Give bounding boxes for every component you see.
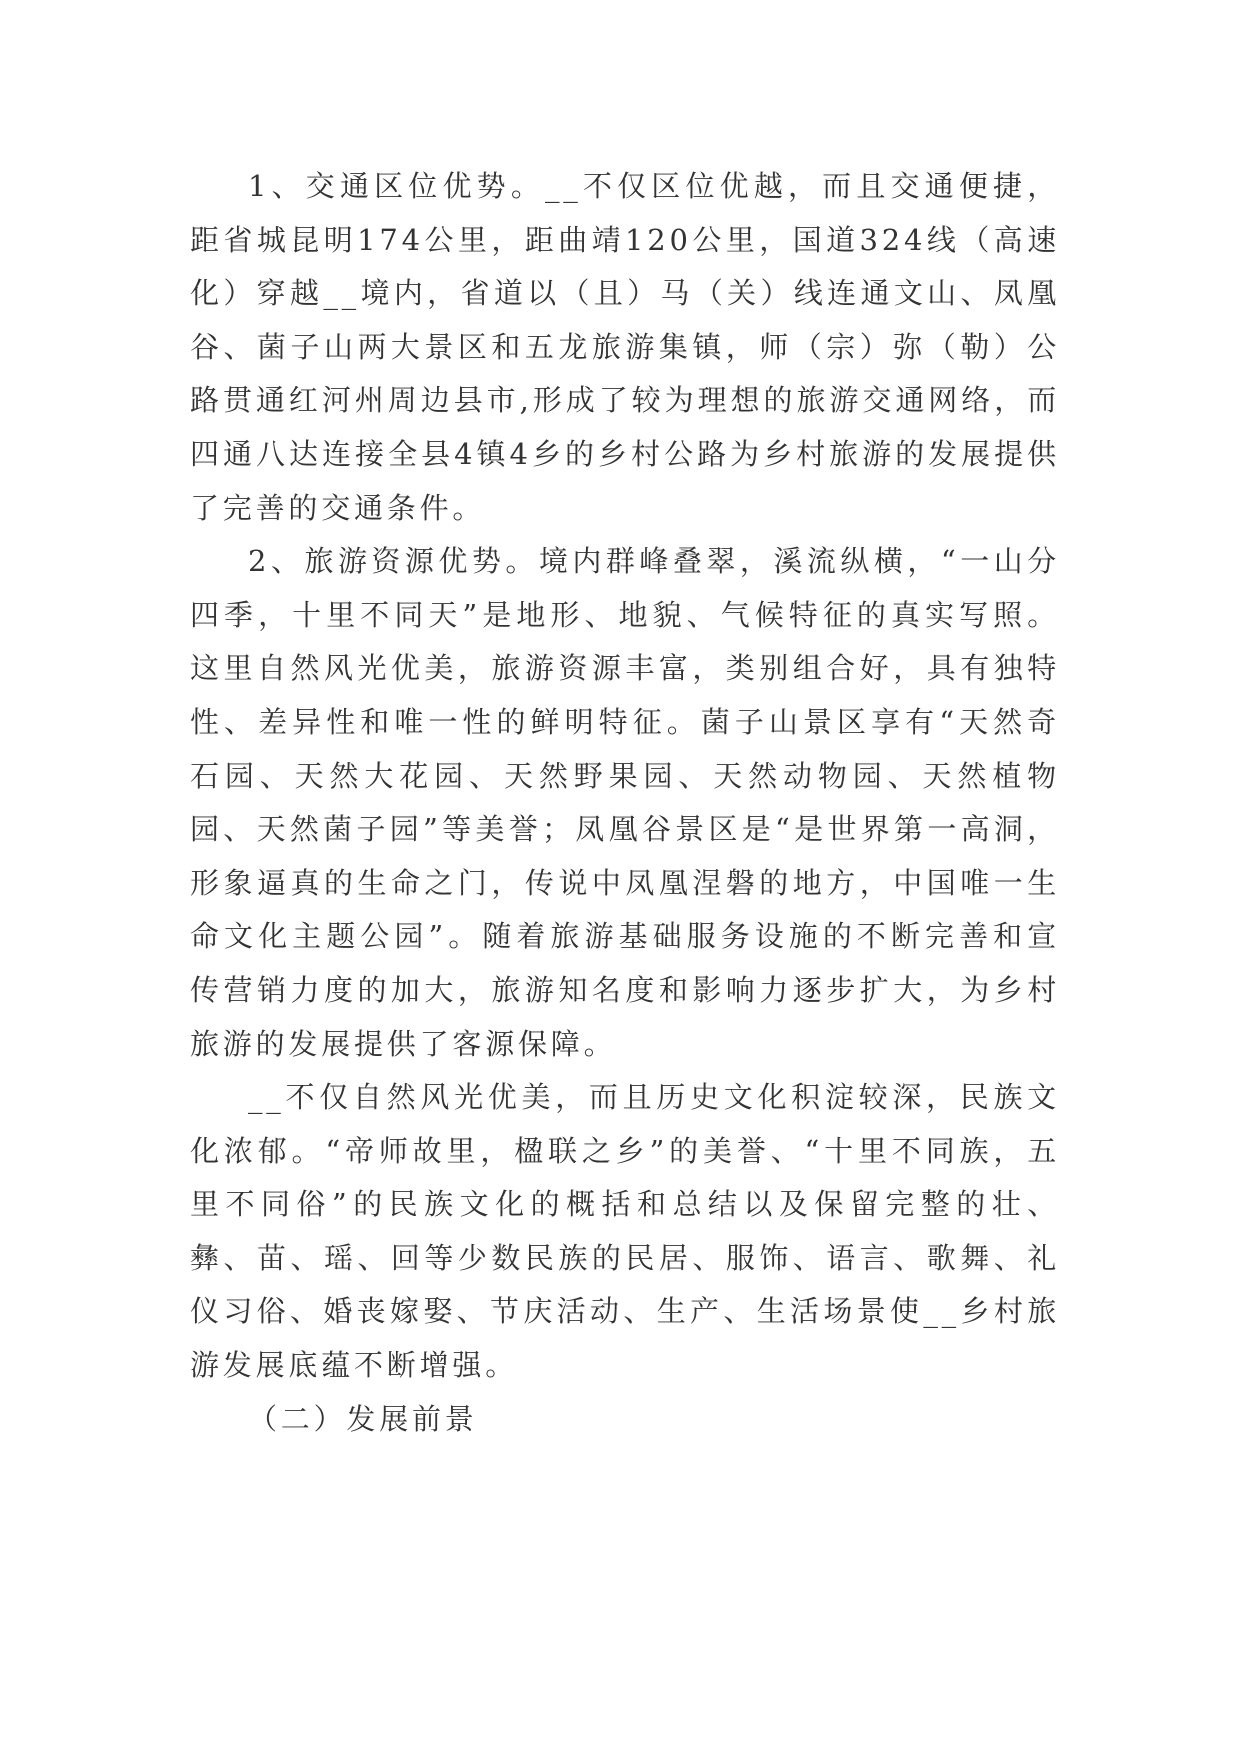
section-heading: （二）发展前景 bbox=[248, 1401, 478, 1436]
paragraph-culture: __不仅自然风光优美，而且历史文化积淀较深，民族文化浓郁。“帝师故里，楹联之乡”的美誉、“十里不同族，五里不同俗”的民族文化的概括和总结以及保留完整的壮、彝、苗、瑶、回等少数民族的民居、服饰、语言、歌舞、礼仪习俗、婚丧嫁娶、节庆活动、生产、生活场景使__乡村旅游发展底蕴不断增强。 bbox=[190, 1080, 1060, 1383]
paragraph-transport-advantage: 1、交通区位优势。__不仅区位优越，而且交通便捷，距省城昆明174公里，距曲靖120公里，国道324线（高速化）穿越__境内，省道以（且）马（关）线连通文山、凤凰谷、菌子山两大景区和五龙旅游集镇，师（宗）弥（勒）公路贯通红河州周边县市,形成了较为理想的旅游交通网络，而四通八达连接全县4镇4乡的乡村公路为乡村旅游的发展提供了完善的交通条件。 bbox=[190, 169, 1060, 525]
document-body bbox=[190, 160, 1060, 1446]
paragraph-tourism-resources: 2、旅游资源优势。境内群峰叠翠，溪流纵横，“一山分四季，十里不同天”是地形、地貌、气候特征的真实写照。这里自然风光优美，旅游资源丰富，类别组合好，具有独特性、差异性和唯一性的鲜明特征。菌子山景区享有“天然奇石园、天然大花园、天然野果园、天然动物园、天然植物园、天然菌子园”等美誉；凤凰谷景区是“是世界第一高洞，形象逼真的生命之门，传说中凤凰涅磐的地方，中国唯一生命文化主题公园”。随着旅游基础服务设施的不断完善和宣传营销力度的加大，旅游知名度和影响力逐步扩大，为乡村旅游的发展提供了客源保障。 bbox=[190, 544, 1060, 1061]
